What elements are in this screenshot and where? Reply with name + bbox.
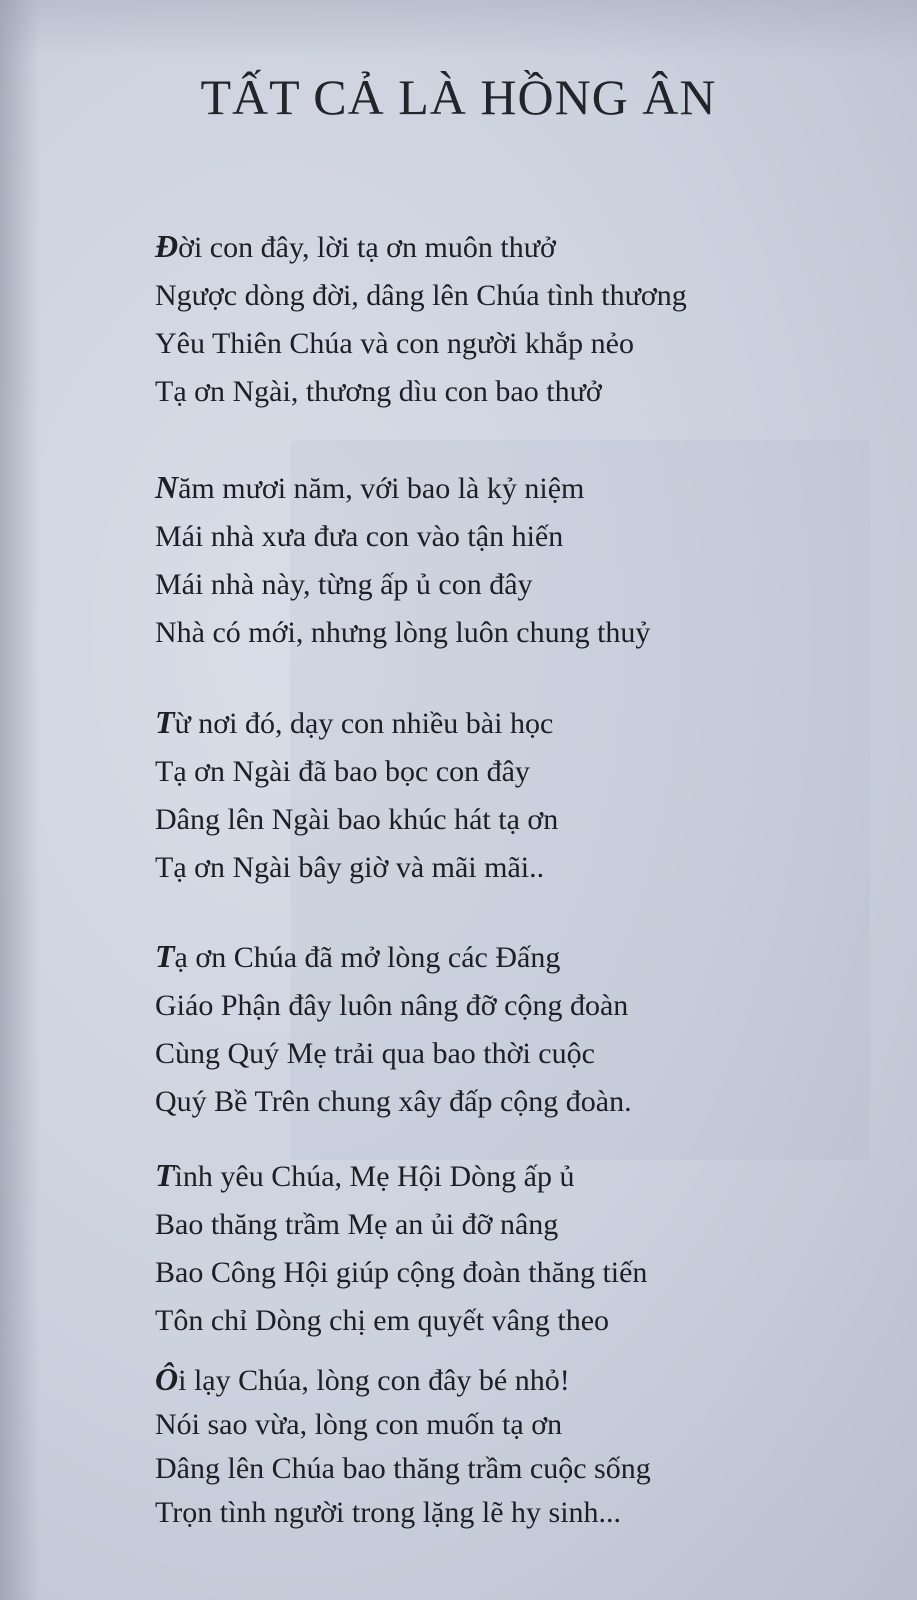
stanza-3-line-1 [155,698,875,748]
drop-initial: T [155,704,175,740]
stanza-1-line-2: Ngược dòng đời, dâng lên Chúa tình thương [155,279,687,312]
stanza-4 [155,932,875,1126]
stanza-3-line-3: Dâng lên Ngài bao khúc hát tạ ơn [155,803,559,836]
drop-initial: T [155,938,175,974]
line-text: ừ nơi đó, dạy con nhiều bài học [174,707,554,740]
stanza-4-line-2: Giáo Phận đây luôn nâng đỡ cộng đoàn [155,989,629,1022]
stanza-5-line-1 [155,1151,875,1201]
stanza-1-line-1 [155,222,875,272]
page-top-shadow [0,0,917,60]
line-text: ời con đây, lời tạ ơn muôn thưở [178,231,556,264]
stanza-6-line-3: Dâng lên Chúa bao thăng trầm cuộc sống [155,1452,651,1485]
stanza-4-line-3: Cùng Quý Mẹ trải qua bao thời cuộc [155,1037,595,1070]
stanza-5-line-4: Tôn chỉ Dòng chị em quyết vâng theo [155,1304,610,1337]
page-edge-shadow [0,0,40,1600]
drop-initial: Đ [155,228,179,264]
stanza-3-line-4: Tạ ơn Ngài bây giờ và mãi mãi.. [155,851,545,884]
stanza-4-line-4: Quý Bề Trên chung xây đấp cộng đoàn. [155,1085,632,1118]
drop-initial: Ô [155,1361,179,1397]
stanza-5-line-3: Bao Công Hội giúp cộng đoàn thăng tiến [155,1256,648,1289]
stanza-2 [155,463,875,657]
drop-initial: N [155,469,179,505]
stanza-1 [155,222,875,416]
stanza-1-line-3: Yêu Thiên Chúa và con người khắp nẻo [155,327,634,360]
stanza-3-line-2: Tạ ơn Ngài đã bao bọc con đây [155,755,530,788]
stanza-2-line-3: Mái nhà này, từng ấp ủ con đây [155,568,533,601]
stanza-6-line-1 [155,1357,875,1403]
stanza-2-line-1 [155,463,875,513]
poem-title: TẤT CẢ LÀ HỒNG ÂN [200,69,717,125]
stanza-5-line-2: Bao thăng trầm Mẹ an ủi đỡ nâng [155,1208,559,1241]
line-text: i lạy Chúa, lòng con đây bé nhỏ! [178,1364,570,1397]
line-text: ình yêu Chúa, Mẹ Hội Dòng ấp ủ [174,1160,575,1193]
stanza-2-line-4: Nhà có mới, nhưng lòng luôn chung thuỷ [155,616,651,649]
stanza-6-line-2: Nói sao vừa, lòng con muốn tạ ơn [155,1408,563,1441]
line-text: ăm mươi năm, với bao là kỷ niệm [178,472,585,505]
line-text: ạ ơn Chúa đã mở lòng các Đấng [174,941,561,974]
stanza-6-line-4: Trọn tình người trong lặng lẽ hy sinh... [155,1496,622,1529]
stanza-2-line-2: Mái nhà xưa đưa con vào tận hiến [155,520,564,553]
stanza-3 [155,698,875,892]
stanza-5 [155,1151,875,1345]
stanza-4-line-1 [155,932,875,982]
stanza-6 [155,1357,875,1535]
drop-initial: T [155,1157,175,1193]
stanza-1-line-4: Tạ ơn Ngài, thương dìu con bao thưở [155,375,602,408]
